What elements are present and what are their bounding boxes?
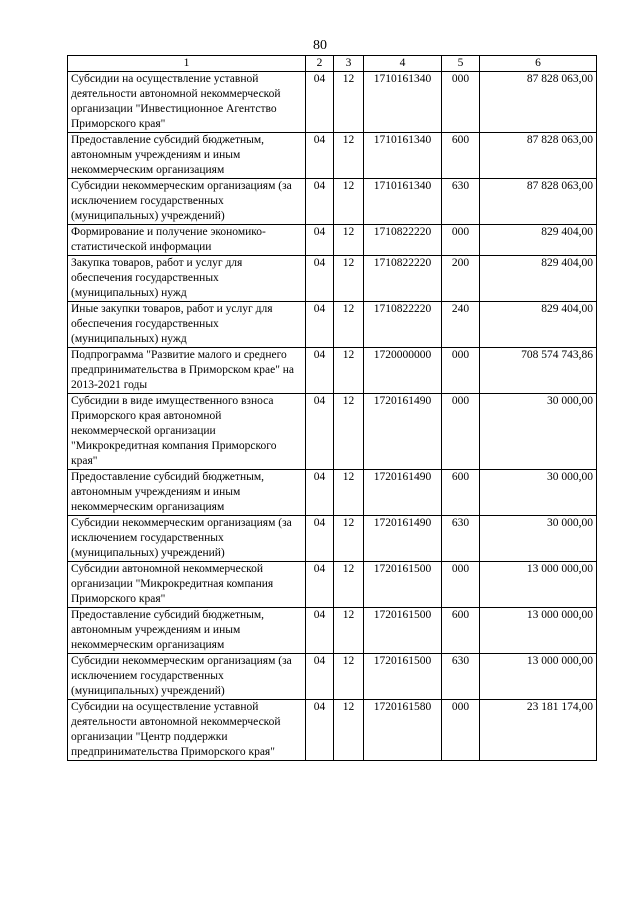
item-name-cell: Субсидии в виде имущественного взноса Приморского края автономной некоммерческой организации "Микрокредитная компания Приморского края" bbox=[68, 394, 306, 470]
table-row bbox=[68, 348, 597, 394]
item-name-cell: Субсидии некоммерческим организациям (за исключением государственных (муниципальных) учреждений) bbox=[68, 179, 306, 225]
item-name-cell: Субсидии автономной некоммерческой организации "Микрокредитная компания Приморского края" bbox=[68, 562, 306, 608]
item-name-cell: Предоставление субсидий бюджетным, автономным учреждениям и иным некоммерческим организациям bbox=[68, 470, 306, 516]
table-row bbox=[68, 394, 597, 470]
item-name-cell: Формирование и получение экономико-статистической информации bbox=[68, 225, 306, 256]
target-article-cell: 1710822220 bbox=[364, 225, 442, 256]
budget-table bbox=[67, 55, 597, 761]
table-row bbox=[68, 654, 597, 700]
column-header: 4 bbox=[364, 56, 442, 72]
amount-cell: 708 574 743,86 bbox=[480, 348, 597, 394]
section-code-cell: 04 bbox=[306, 225, 334, 256]
subsection-code-cell: 12 bbox=[334, 302, 364, 348]
section-code-cell: 04 bbox=[306, 179, 334, 225]
target-article-cell: 1710822220 bbox=[364, 256, 442, 302]
table-row bbox=[68, 179, 597, 225]
item-name-cell: Субсидии на осуществление уставной деятельности автономной некоммерческой организации "Центр поддержки предпринимательства Приморского края" bbox=[68, 700, 306, 761]
table-row bbox=[68, 256, 597, 302]
expense-type-cell: 000 bbox=[442, 348, 480, 394]
expense-type-cell: 000 bbox=[442, 700, 480, 761]
expense-type-cell: 600 bbox=[442, 608, 480, 654]
column-header: 1 bbox=[68, 56, 306, 72]
expense-type-cell: 630 bbox=[442, 516, 480, 562]
section-code-cell: 04 bbox=[306, 470, 334, 516]
expense-type-cell: 600 bbox=[442, 470, 480, 516]
table-row bbox=[68, 516, 597, 562]
amount-cell: 87 828 063,00 bbox=[480, 133, 597, 179]
section-code-cell: 04 bbox=[306, 608, 334, 654]
target-article-cell: 1720161580 bbox=[364, 700, 442, 761]
table-row bbox=[68, 302, 597, 348]
amount-cell: 30 000,00 bbox=[480, 394, 597, 470]
subsection-code-cell: 12 bbox=[334, 700, 364, 761]
column-header: 5 bbox=[442, 56, 480, 72]
section-code-cell: 04 bbox=[306, 700, 334, 761]
subsection-code-cell: 12 bbox=[334, 256, 364, 302]
subsection-code-cell: 12 bbox=[334, 133, 364, 179]
subsection-code-cell: 12 bbox=[334, 608, 364, 654]
expense-type-cell: 000 bbox=[442, 394, 480, 470]
target-article-cell: 1720161490 bbox=[364, 394, 442, 470]
table-row bbox=[68, 133, 597, 179]
item-name-cell: Субсидии на осуществление уставной деятельности автономной некоммерческой организации "Инвестиционное Агентство Приморского края" bbox=[68, 72, 306, 133]
expense-type-cell: 240 bbox=[442, 302, 480, 348]
target-article-cell: 1720161500 bbox=[364, 562, 442, 608]
column-header: 6 bbox=[480, 56, 597, 72]
expense-type-cell: 630 bbox=[442, 654, 480, 700]
amount-cell: 13 000 000,00 bbox=[480, 562, 597, 608]
section-code-cell: 04 bbox=[306, 302, 334, 348]
section-code-cell: 04 bbox=[306, 394, 334, 470]
subsection-code-cell: 12 bbox=[334, 72, 364, 133]
amount-cell: 13 000 000,00 bbox=[480, 654, 597, 700]
table-row bbox=[68, 72, 597, 133]
amount-cell: 829 404,00 bbox=[480, 256, 597, 302]
column-header: 2 bbox=[306, 56, 334, 72]
subsection-code-cell: 12 bbox=[334, 470, 364, 516]
target-article-cell: 1720161490 bbox=[364, 516, 442, 562]
subsection-code-cell: 12 bbox=[334, 654, 364, 700]
section-code-cell: 04 bbox=[306, 654, 334, 700]
table-body bbox=[68, 72, 597, 761]
item-name-cell: Предоставление субсидий бюджетным, автономным учреждениям и иным некоммерческим организациям bbox=[68, 133, 306, 179]
page-number: 80 bbox=[313, 38, 327, 53]
amount-cell: 23 181 174,00 bbox=[480, 700, 597, 761]
target-article-cell: 1720161500 bbox=[364, 654, 442, 700]
table-header bbox=[68, 56, 597, 72]
item-name-cell: Субсидии некоммерческим организациям (за исключением государственных (муниципальных) учреждений) bbox=[68, 516, 306, 562]
table-row bbox=[68, 608, 597, 654]
amount-cell: 87 828 063,00 bbox=[480, 72, 597, 133]
item-name-cell: Предоставление субсидий бюджетным, автономным учреждениям и иным некоммерческим организациям bbox=[68, 608, 306, 654]
expense-type-cell: 200 bbox=[442, 256, 480, 302]
subsection-code-cell: 12 bbox=[334, 225, 364, 256]
target-article-cell: 1710161340 bbox=[364, 133, 442, 179]
subsection-code-cell: 12 bbox=[334, 179, 364, 225]
item-name-cell: Подпрограмма "Развитие малого и среднего предпринимательства в Приморском крае" на 2013-2021 годы bbox=[68, 348, 306, 394]
subsection-code-cell: 12 bbox=[334, 516, 364, 562]
item-name-cell: Субсидии некоммерческим организациям (за исключением государственных (муниципальных) учреждений) bbox=[68, 654, 306, 700]
expense-type-cell: 000 bbox=[442, 225, 480, 256]
amount-cell: 30 000,00 bbox=[480, 516, 597, 562]
subsection-code-cell: 12 bbox=[334, 348, 364, 394]
target-article-cell: 1710161340 bbox=[364, 72, 442, 133]
amount-cell: 87 828 063,00 bbox=[480, 179, 597, 225]
table-row bbox=[68, 470, 597, 516]
amount-cell: 829 404,00 bbox=[480, 225, 597, 256]
target-article-cell: 1720161500 bbox=[364, 608, 442, 654]
subsection-code-cell: 12 bbox=[334, 394, 364, 470]
target-article-cell: 1720000000 bbox=[364, 348, 442, 394]
column-header: 3 bbox=[334, 56, 364, 72]
section-code-cell: 04 bbox=[306, 72, 334, 133]
table-row bbox=[68, 562, 597, 608]
expense-type-cell: 630 bbox=[442, 179, 480, 225]
expense-type-cell: 600 bbox=[442, 133, 480, 179]
section-code-cell: 04 bbox=[306, 133, 334, 179]
amount-cell: 829 404,00 bbox=[480, 302, 597, 348]
target-article-cell: 1710822220 bbox=[364, 302, 442, 348]
table-row bbox=[68, 225, 597, 256]
item-name-cell: Иные закупки товаров, работ и услуг для обеспечения государственных (муниципальных) нужд bbox=[68, 302, 306, 348]
expense-type-cell: 000 bbox=[442, 562, 480, 608]
table-row bbox=[68, 700, 597, 761]
item-name-cell: Закупка товаров, работ и услуг для обеспечения государственных (муниципальных) нужд bbox=[68, 256, 306, 302]
amount-cell: 30 000,00 bbox=[480, 470, 597, 516]
header-row bbox=[68, 56, 597, 72]
expense-type-cell: 000 bbox=[442, 72, 480, 133]
amount-cell: 13 000 000,00 bbox=[480, 608, 597, 654]
target-article-cell: 1710161340 bbox=[364, 179, 442, 225]
section-code-cell: 04 bbox=[306, 348, 334, 394]
target-article-cell: 1720161490 bbox=[364, 470, 442, 516]
section-code-cell: 04 bbox=[306, 256, 334, 302]
section-code-cell: 04 bbox=[306, 516, 334, 562]
section-code-cell: 04 bbox=[306, 562, 334, 608]
subsection-code-cell: 12 bbox=[334, 562, 364, 608]
